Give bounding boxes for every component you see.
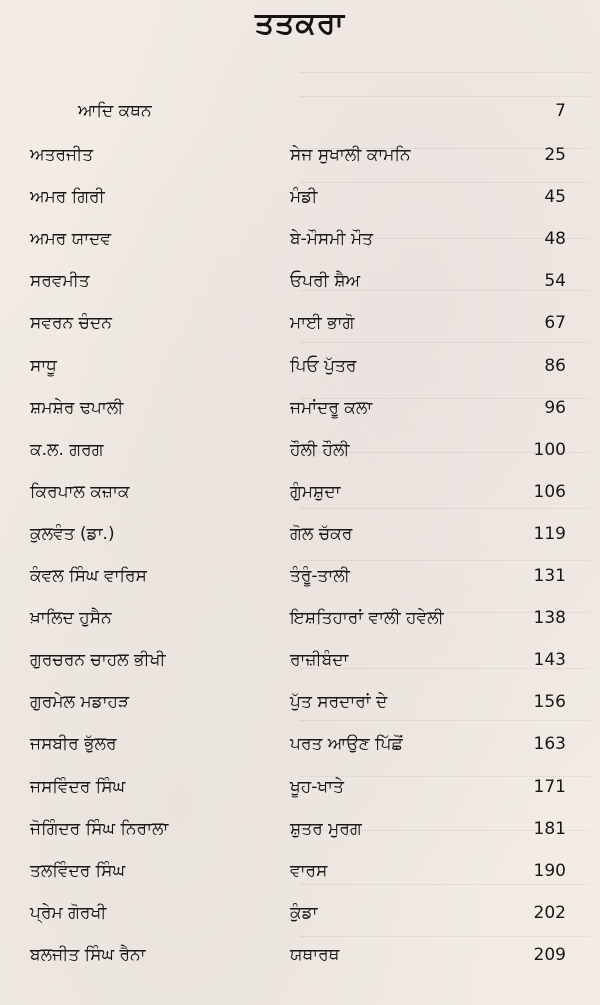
author-name: ਬਲਜੀਤ ਸਿੰਘ ਰੈਨਾ: [30, 945, 146, 965]
story-title: ਕੁੰਡਾ: [290, 903, 318, 923]
story-title: ਮਾਈ ਭਾਗੋ: [290, 313, 355, 333]
page-number: 163: [533, 734, 566, 754]
story-title: ਇਸ਼ਤਿਹਾਰਾਂ ਵਾਲੀ ਹਵੇਲੀ: [290, 608, 444, 628]
intro-page-number: 7: [555, 101, 566, 121]
story-title: ਹੌਲੀ ਹੌਲੀ: [290, 440, 350, 460]
story-title: ਰਾਜ਼ੀਬੰਦਾ: [290, 650, 349, 670]
toc-entry: [0, 140, 600, 170]
page-number: 171: [533, 777, 566, 797]
story-title: ਸੇਜ ਸੁਖਾਲੀ ਕਾਮਨਿ: [290, 145, 411, 165]
page-title: ਤਤਕਰਾ: [254, 6, 346, 41]
author-name: ਅਤਰਜੀਤ: [30, 145, 94, 165]
page-number: 119: [533, 524, 566, 544]
page-number: 96: [544, 398, 566, 418]
author-name: ਜਸਵਿੰਦਰ ਸਿੰਘ: [30, 777, 126, 797]
author-name: ਗੁਰਚਰਨ ਚਾਹਲ ਭੀਖੀ: [30, 650, 166, 670]
author-name: ਕ.ਲ. ਗਰਗ: [30, 440, 104, 460]
story-title: ਗੁੰਮਸ਼ੁਦਾ: [290, 482, 341, 502]
author-name: ਸਾਧੂ: [30, 356, 57, 376]
page-number: 100: [533, 440, 566, 460]
story-title: ਮੰਡੀ: [290, 187, 318, 207]
toc-entry: [0, 687, 600, 717]
toc-entry: [0, 182, 600, 212]
toc-entry: [0, 224, 600, 254]
story-title: ਬੇ-ਮੌਸਮੀ ਮੌਤ: [290, 229, 374, 249]
page-number: 48: [544, 229, 566, 249]
story-title: ਤੰਰੂੰ-ਤਾਲੀ: [290, 566, 350, 586]
toc-entry: [0, 266, 600, 296]
author-name: ਅਮਰ ਗਿਰੀ: [30, 187, 105, 207]
toc-entry: [0, 856, 600, 886]
page-number: 190: [533, 861, 566, 881]
page-number: 25: [544, 145, 566, 165]
toc-entry: [0, 519, 600, 549]
page-number: 202: [533, 903, 566, 923]
author-name: ਕਿਰਪਾਲ ਕਜ਼ਾਕ: [30, 482, 130, 502]
page-number: 45: [544, 187, 566, 207]
story-title: ਪਿਓ ਪੁੱਤਰ: [290, 356, 357, 376]
author-name: ਅਮਰ ਯਾਦਵ: [30, 229, 111, 249]
toc-entry: [0, 393, 600, 423]
page-number: 67: [544, 313, 566, 333]
page-number: 138: [533, 608, 566, 628]
page-number: 54: [544, 271, 566, 291]
toc-entry: [0, 561, 600, 591]
story-title: ਪੁੱਤ ਸਰਦਾਰਾਂ ਦੇ: [290, 692, 388, 712]
author-name: ਜਸਬੀਰ ਭੁੱਲਰ: [30, 734, 117, 754]
story-title: ਸ਼ੁਤਰ ਮੁਰਗ: [290, 819, 362, 839]
author-name: ਜੋਗਿੰਦਰ ਸਿੰਘ ਨਿਰਾਲਾ: [30, 819, 169, 839]
author-name: ਸਵਰਨ ਚੰਦਨ: [30, 313, 112, 333]
toc-entry: [0, 729, 600, 759]
intro-row: [0, 96, 600, 126]
page-number: 106: [533, 482, 566, 502]
story-title: ਵਾਰਸ: [290, 861, 328, 881]
story-title: ਖੂਹ-ਖਾਤੇ: [290, 777, 344, 797]
page-number: 156: [533, 692, 566, 712]
author-name: ਸਰਵਮੀਤ: [30, 271, 90, 291]
story-title: ਜਮਾਂਦਰੂ ਕਲਾ: [290, 398, 373, 418]
toc-entry: [0, 603, 600, 633]
author-name: ਕੁਲਵੰਤ (ਡਾ.): [30, 524, 115, 544]
toc-entry: [0, 351, 600, 381]
page-number: 143: [533, 650, 566, 670]
author-name: ਸ਼ਮਸ਼ੇਰ ਢਪਾਲੀ: [30, 398, 124, 418]
toc-entry: [0, 814, 600, 844]
toc-entry: [0, 898, 600, 928]
toc-entry: [0, 772, 600, 802]
author-name: ਕੰਵਲ ਸਿੰਘ ਵਾਰਿਸ: [30, 566, 147, 586]
toc-entry: [0, 477, 600, 507]
toc-entry: [0, 940, 600, 970]
page-number: 181: [533, 819, 566, 839]
intro-label: ਆਦਿ ਕਥਨ: [78, 101, 152, 121]
story-title: ਗੋਲ ਚੱਕਰ: [290, 524, 353, 544]
toc-entry: [0, 308, 600, 338]
page-number: 209: [533, 945, 566, 965]
story-title: ਓਪਰੀ ਸ਼ੈਅ: [290, 271, 361, 291]
page-number: 131: [533, 566, 566, 586]
author-name: ਗੁਰਮੇਲ ਮਡਾਹੜ: [30, 692, 130, 712]
page-number: 86: [544, 356, 566, 376]
story-title: ਪਰਤ ਆਉਣ ਪਿੱਛੋਂ: [290, 734, 403, 754]
toc-entry: [0, 645, 600, 675]
author-name: ਪ੍ਰੇਮ ਗੋਰਖੀ: [30, 903, 107, 923]
author-name: ਖ਼ਾਲਿਦ ਹੁਸੈਨ: [30, 608, 112, 628]
author-name: ਤਲਵਿੰਦਰ ਸਿੰਘ: [30, 861, 126, 881]
toc-entry: [0, 435, 600, 465]
story-title: ਯਥਾਰਥ: [290, 945, 340, 965]
